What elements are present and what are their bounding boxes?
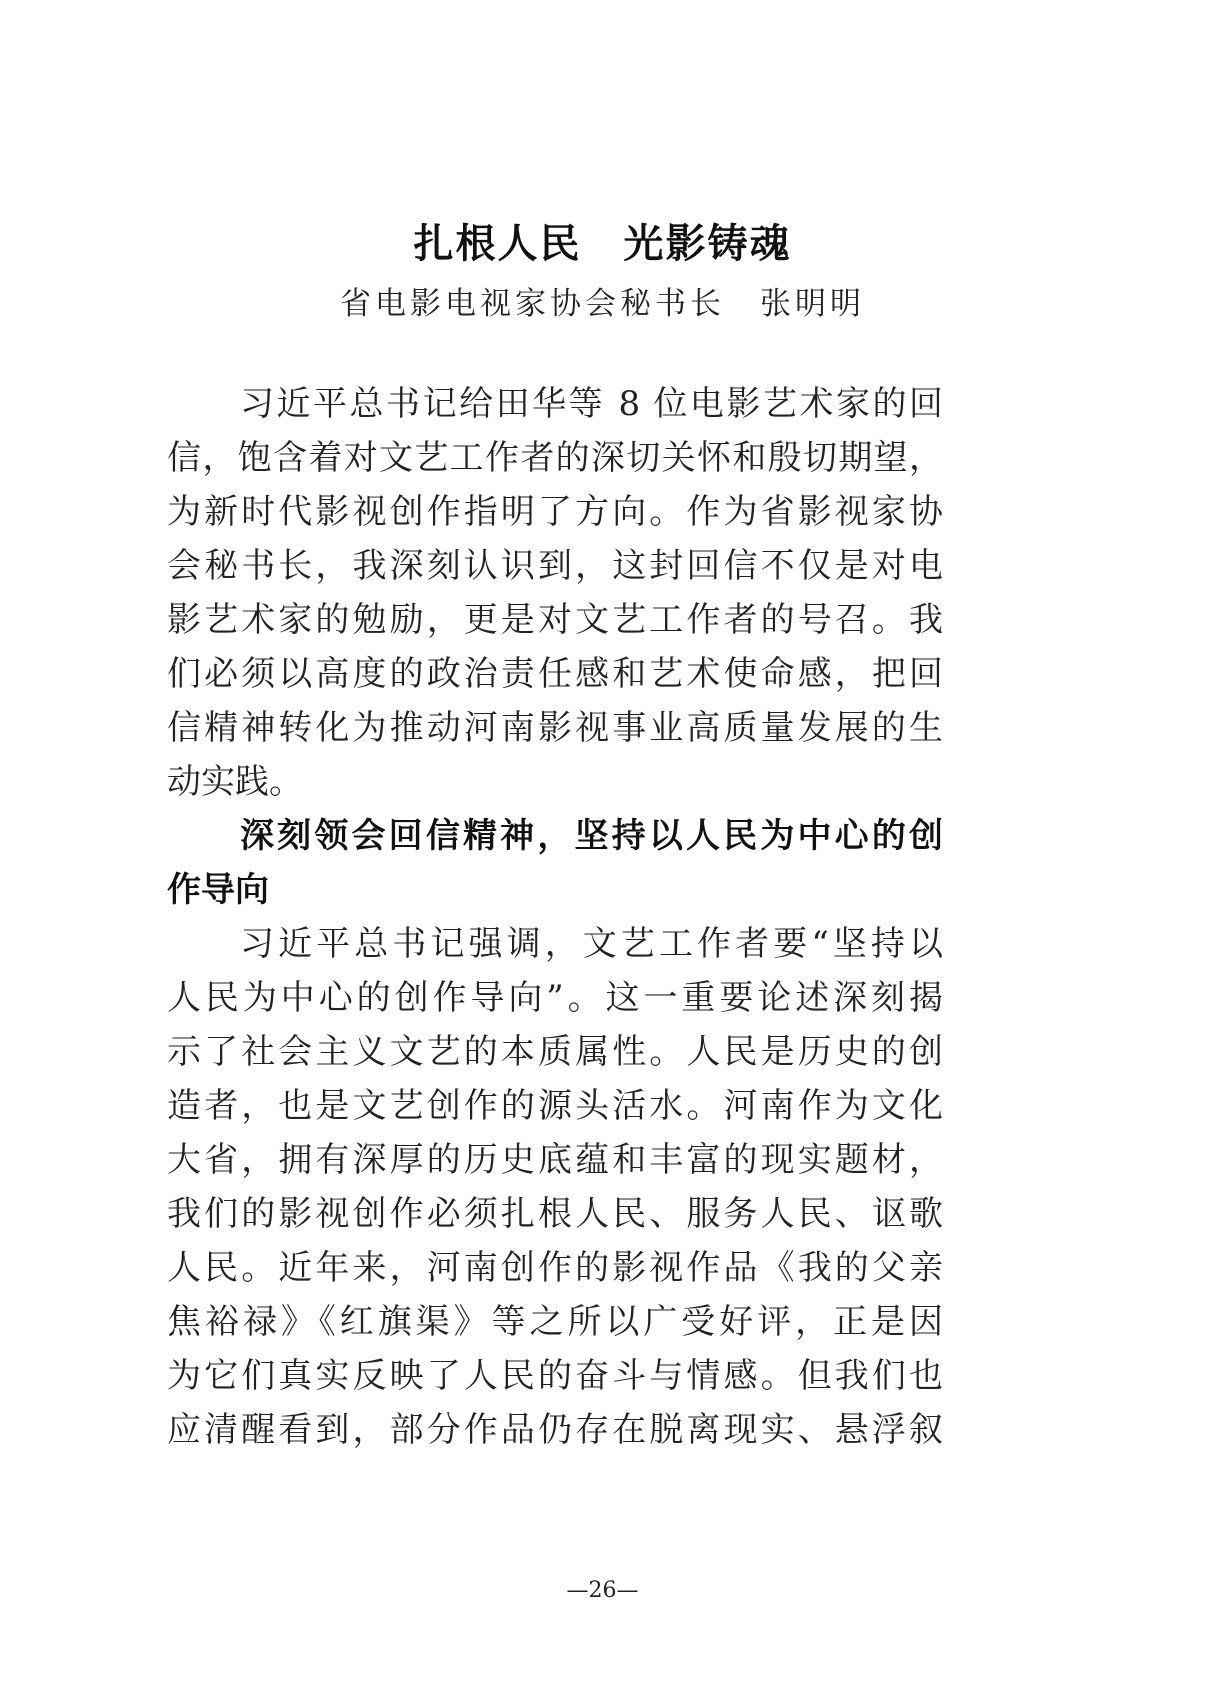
paragraph-2-line: 应清醒看到，部分作品仍存在脱离现实、悬浮叙 (167, 1410, 943, 1450)
paragraph-2-line: 焦裕禄》《红旗渠》等之所以广受好评，正是因 (167, 1302, 943, 1342)
paragraph-2-line: 造者，也是文艺创作的源头活水。河南作为文化 (167, 1086, 943, 1126)
paragraph-1-line: 习近平总书记给田华等 8 位电影艺术家的回 (240, 384, 943, 424)
paragraph-1-line: 会秘书长，我深刻认识到，这封回信不仅是对电 (167, 546, 943, 586)
paragraph-2-line: 习近平总书记强调，文艺工作者要“坚持以 (240, 924, 943, 964)
paragraph-1-line: 动实践。 (167, 762, 303, 802)
paragraph-2-line: 为它们真实反映了人民的奋斗与情感。但我们也 (167, 1356, 943, 1396)
paragraph-2-line: 大省，拥有深厚的历史底蕴和丰富的现实题材， (167, 1140, 943, 1180)
author-byline: 省电影电视家协会秘书长 张明明 (340, 286, 865, 322)
article-title: 扎根人民 光影铸魂 (413, 220, 792, 267)
paragraph-1-line: 们必须以高度的政治责任感和艺术使命感，把回 (167, 654, 943, 694)
paragraph-2-line: 人民。近年来，河南创作的影视作品《我的父亲 (167, 1248, 943, 1288)
paragraph-2-line: 我们的影视创作必须扎根人民、服务人民、讴歌 (167, 1194, 943, 1234)
page-number: —26— (566, 1578, 639, 1603)
section-heading: 深刻领会回信精神，坚持以人民为中心的创 (240, 816, 943, 856)
paragraph-2-line: 示了社会主义文艺的本质属性。人民是历史的创 (167, 1032, 943, 1072)
paragraph-1-line: 为新时代影视创作指明了方向。作为省影视家协 (167, 492, 943, 532)
section-heading: 作导向 (167, 870, 269, 910)
paragraph-1-line: 影艺术家的勉励，更是对文艺工作者的号召。我 (167, 600, 943, 640)
paragraph-1-line: 信，饱含着对文艺工作者的深切关怀和殷切期望， (167, 438, 943, 478)
paragraph-1-line: 信精神转化为推动河南影视事业高质量发展的生 (167, 708, 943, 748)
paragraph-2-line: 人民为中心的创作导向”。这一重要论述深刻揭 (167, 978, 943, 1018)
